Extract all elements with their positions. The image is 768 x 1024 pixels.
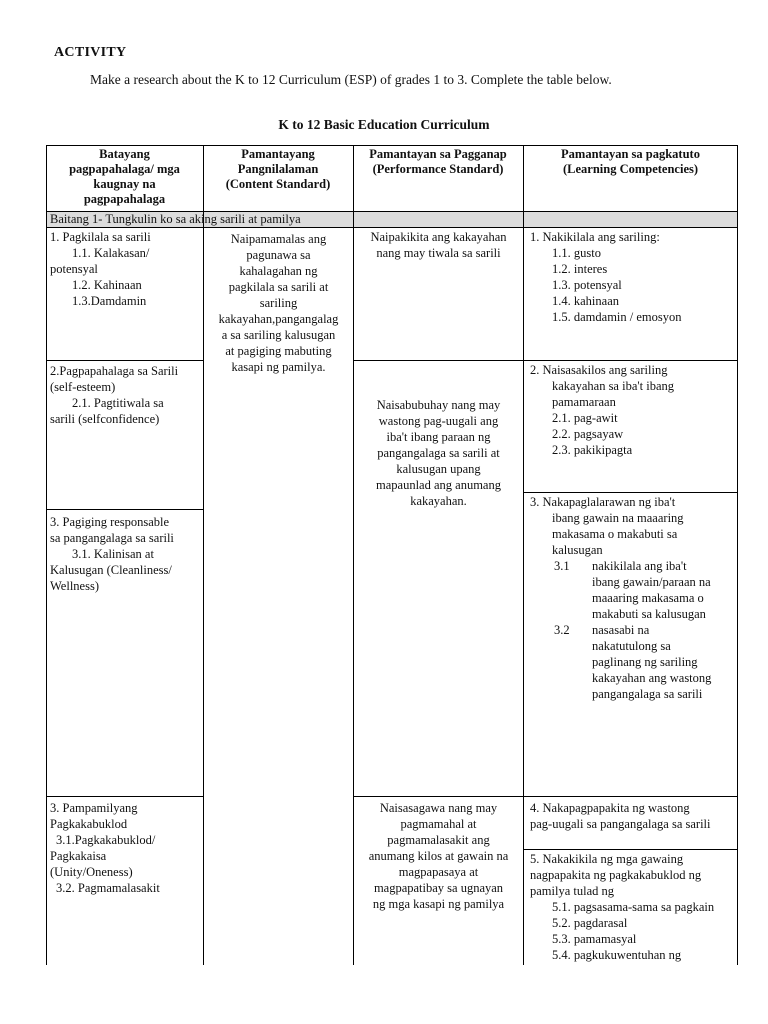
performance-standard-3: Naisasagawa nang may pagmamahal at pagmamalasakit ang anumang kilos at gawain na magpapasaya at magpapatibay sa ugnayan ng mga kasapi ng pamilya — [368, 801, 509, 911]
table-title: K to 12 Basic Education Curriculum — [278, 117, 490, 132]
row-divider-col4-4 — [523, 849, 738, 850]
competency-5: 5. Nakakikila ng mga gawaing nagpapakita ng pagkakabuklod ng pamilya tulad ng 5.1. pagsasama-sama sa pagkain 5.2. pagdarasal 5.3. pamamasyal 5.4. pagkukuwentuhan ng — [530, 852, 715, 962]
core-value-2: 2.Pagpapahalaga sa Sarili (self-esteem) 2.1. Pagtitiwala sa sarili (selfconfidence) — [50, 364, 179, 426]
performance-standard-2: Naisabubuhay nang may wastong pag-uugali ang iba't ibang paraan ng pangangalaga sa sarili at kalusugan upang mapaunlad ang anumang kakayahan. — [376, 398, 501, 508]
activity-instructions: Make a research about the K to 12 Curriculum (ESP) of grades 1 to 3. Complete the table below. — [90, 72, 612, 87]
curriculum-table — [46, 145, 738, 965]
table-border-top — [46, 145, 738, 146]
competency-3-1: 3.1 nakikilala ang iba't ibang gawain/paraan na maaaring makasama o makabuti sa kalusugan — [554, 559, 711, 621]
header-learning-competencies: Pamantayan sa pagkatuto (Learning Competencies) — [561, 147, 700, 176]
row-divider-col1-1 — [46, 360, 203, 361]
performance-standard-1: Naipakikita ang kakayahan nang may tiwala sa sarili — [370, 230, 507, 260]
competency-2: 2. Naisasakilos ang sariling kakayahan sa iba't ibang pamamaraan 2.1. pag-awit 2.2. pagsayaw 2.3. pakikipagta — [530, 363, 674, 457]
row-divider-col3-1 — [353, 360, 738, 361]
row-divider-col4-2 — [523, 492, 738, 493]
competency-4: 4. Nakapagpapakita ng wastong pag-uugali sa pangangalaga sa sarili — [530, 801, 711, 831]
activity-heading: ACTIVITY — [54, 45, 127, 60]
header-performance-standard: Pamantayan sa Pagganap (Performance Standard) — [369, 147, 507, 176]
core-value-1: 1. Pagkilala sa sarili 1.1. Kalakasan/ potensyal 1.2. Kahinaan 1.3.Damdamin — [50, 230, 151, 308]
core-value-3: 3. Pagiging responsable sa pangangalaga sa sarili 3.1. Kalinisan at Kalusugan (Cleanliness/ Wellness) — [50, 515, 174, 593]
competency-3-2: 3.2 nasasabi na nakatutulong sa paglinang ng sariling kakayahan ang wastong pangangalaga sa sarili — [554, 623, 712, 701]
header-core-values: Batayang pagpapahalaga/ mga kaugnay na pagpapahalaga — [69, 147, 180, 206]
row-divider-col1-2 — [46, 509, 203, 510]
table-border-left — [46, 145, 47, 965]
row-divider-main-right — [353, 796, 738, 797]
band-divider — [46, 227, 738, 228]
competency-3: 3. Nakapaglalarawan ng iba't ibang gawain na maaaring makasama o makabuti sa kalusugan 3.1 nakikilala ang iba't ibang gawain/paraan na maaaring makasama o makabuti sa kalusugan 3.2 nasasabi na nakatutulong sa paglinang ng sariling kakayahan ang wastong pangangalaga sa sarili — [530, 494, 736, 702]
row-divider-main — [46, 796, 203, 797]
grade-band-label: Baitang 1- Tungkulin ko sa aking sarili at pamilya — [50, 212, 301, 226]
content-standard-text: Naipamamalas ang pagunawa sa kahalagahan ng pagkilala sa sarili at sariling kakayahan,pangangalag a sa sariling kalusugan at pagiging mabuting kasapi ng pamilya. — [218, 232, 339, 374]
competency-1: 1. Nakikilala ang sariling: 1.1. gusto 1.2. interes 1.3. potensyal 1.4. kahinaan 1.5. damdamin / emosyon — [530, 230, 682, 324]
col-divider-3 — [523, 145, 524, 965]
core-value-4: 3. Pampamilyang Pagkakabuklod 3.1.Pagkakabuklod/ Pagkakaisa (Unity/Oneness) 3.2. Pagmamalasakit — [50, 801, 160, 895]
table-border-right — [737, 145, 738, 965]
header-content-standard: Pamantayang Pangnilalaman (Content Standard) — [225, 147, 331, 191]
